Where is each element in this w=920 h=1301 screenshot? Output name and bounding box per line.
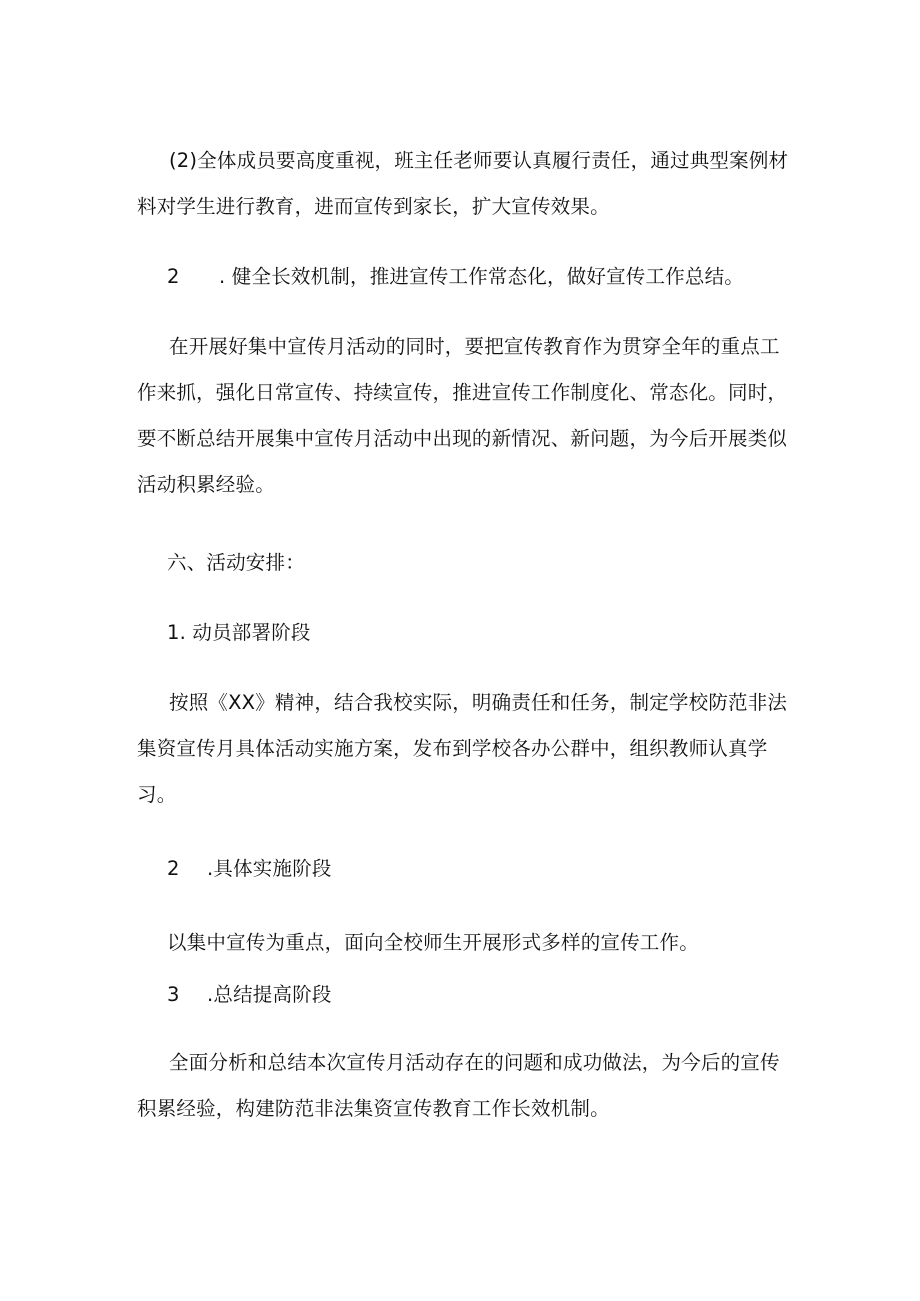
- paragraph-summary: [137, 1040, 797, 1132]
- paragraph-responsibility: [137, 138, 797, 230]
- paragraph-implementation: [167, 920, 827, 966]
- heading-long-term-mechanism: [167, 254, 827, 300]
- heading-text: .具体实施阶段: [207, 857, 332, 880]
- heading-activity-arrangement: [167, 540, 827, 586]
- item-number: 3: [167, 983, 180, 1006]
- paragraph-text: (2)全体成员要高度重视，班主任老师要认真履行责任，通过典型案例材料对学生进行教育，进而宣传到家长，扩大宣传效果。: [137, 149, 789, 218]
- heading-text: . 健全长效机制，推进宣传工作常态化，做好宣传工作总结。: [219, 265, 744, 288]
- heading-summary-stage: [167, 972, 827, 1018]
- paragraph-text: 在开展好集中宣传月活动的同时，要把宣传教育作为贯穿全年的重点工作来抓，强化日常宣传、持续宣传，推进宣传工作制度化、常态化。同时，要不断总结开展集中宣传月活动中出现的新情况、新问题，为今后开展类似活动积累经验。: [137, 335, 788, 496]
- heading-text: 1. 动员部署阶段: [167, 621, 311, 644]
- heading-text: .总结提高阶段: [207, 983, 332, 1006]
- heading-text: 六、活动安排：: [167, 551, 305, 574]
- item-number: 2: [167, 857, 180, 880]
- heading-mobilization-stage: [167, 610, 827, 656]
- heading-implementation-stage: [167, 846, 827, 892]
- item-number: 2: [167, 265, 180, 288]
- paragraph-text: 以集中宣传为重点，面向全校师生开展形式多样的宣传工作。: [167, 931, 699, 954]
- paragraph-mobilization: [137, 680, 797, 818]
- paragraph-text: 按照《XX》精神，结合我校实际，明确责任和任务，制定学校防范非法集资宣传月具体活动实施方案，发布到学校各办公群中，组织教师认真学习。: [137, 691, 788, 806]
- paragraph-normalization: [137, 324, 797, 508]
- paragraph-text: 全面分析和总结本次宣传月活动存在的问题和成功做法，为今后的宣传积累经验，构建防范非法集资宣传教育工作长效机制。: [137, 1051, 780, 1120]
